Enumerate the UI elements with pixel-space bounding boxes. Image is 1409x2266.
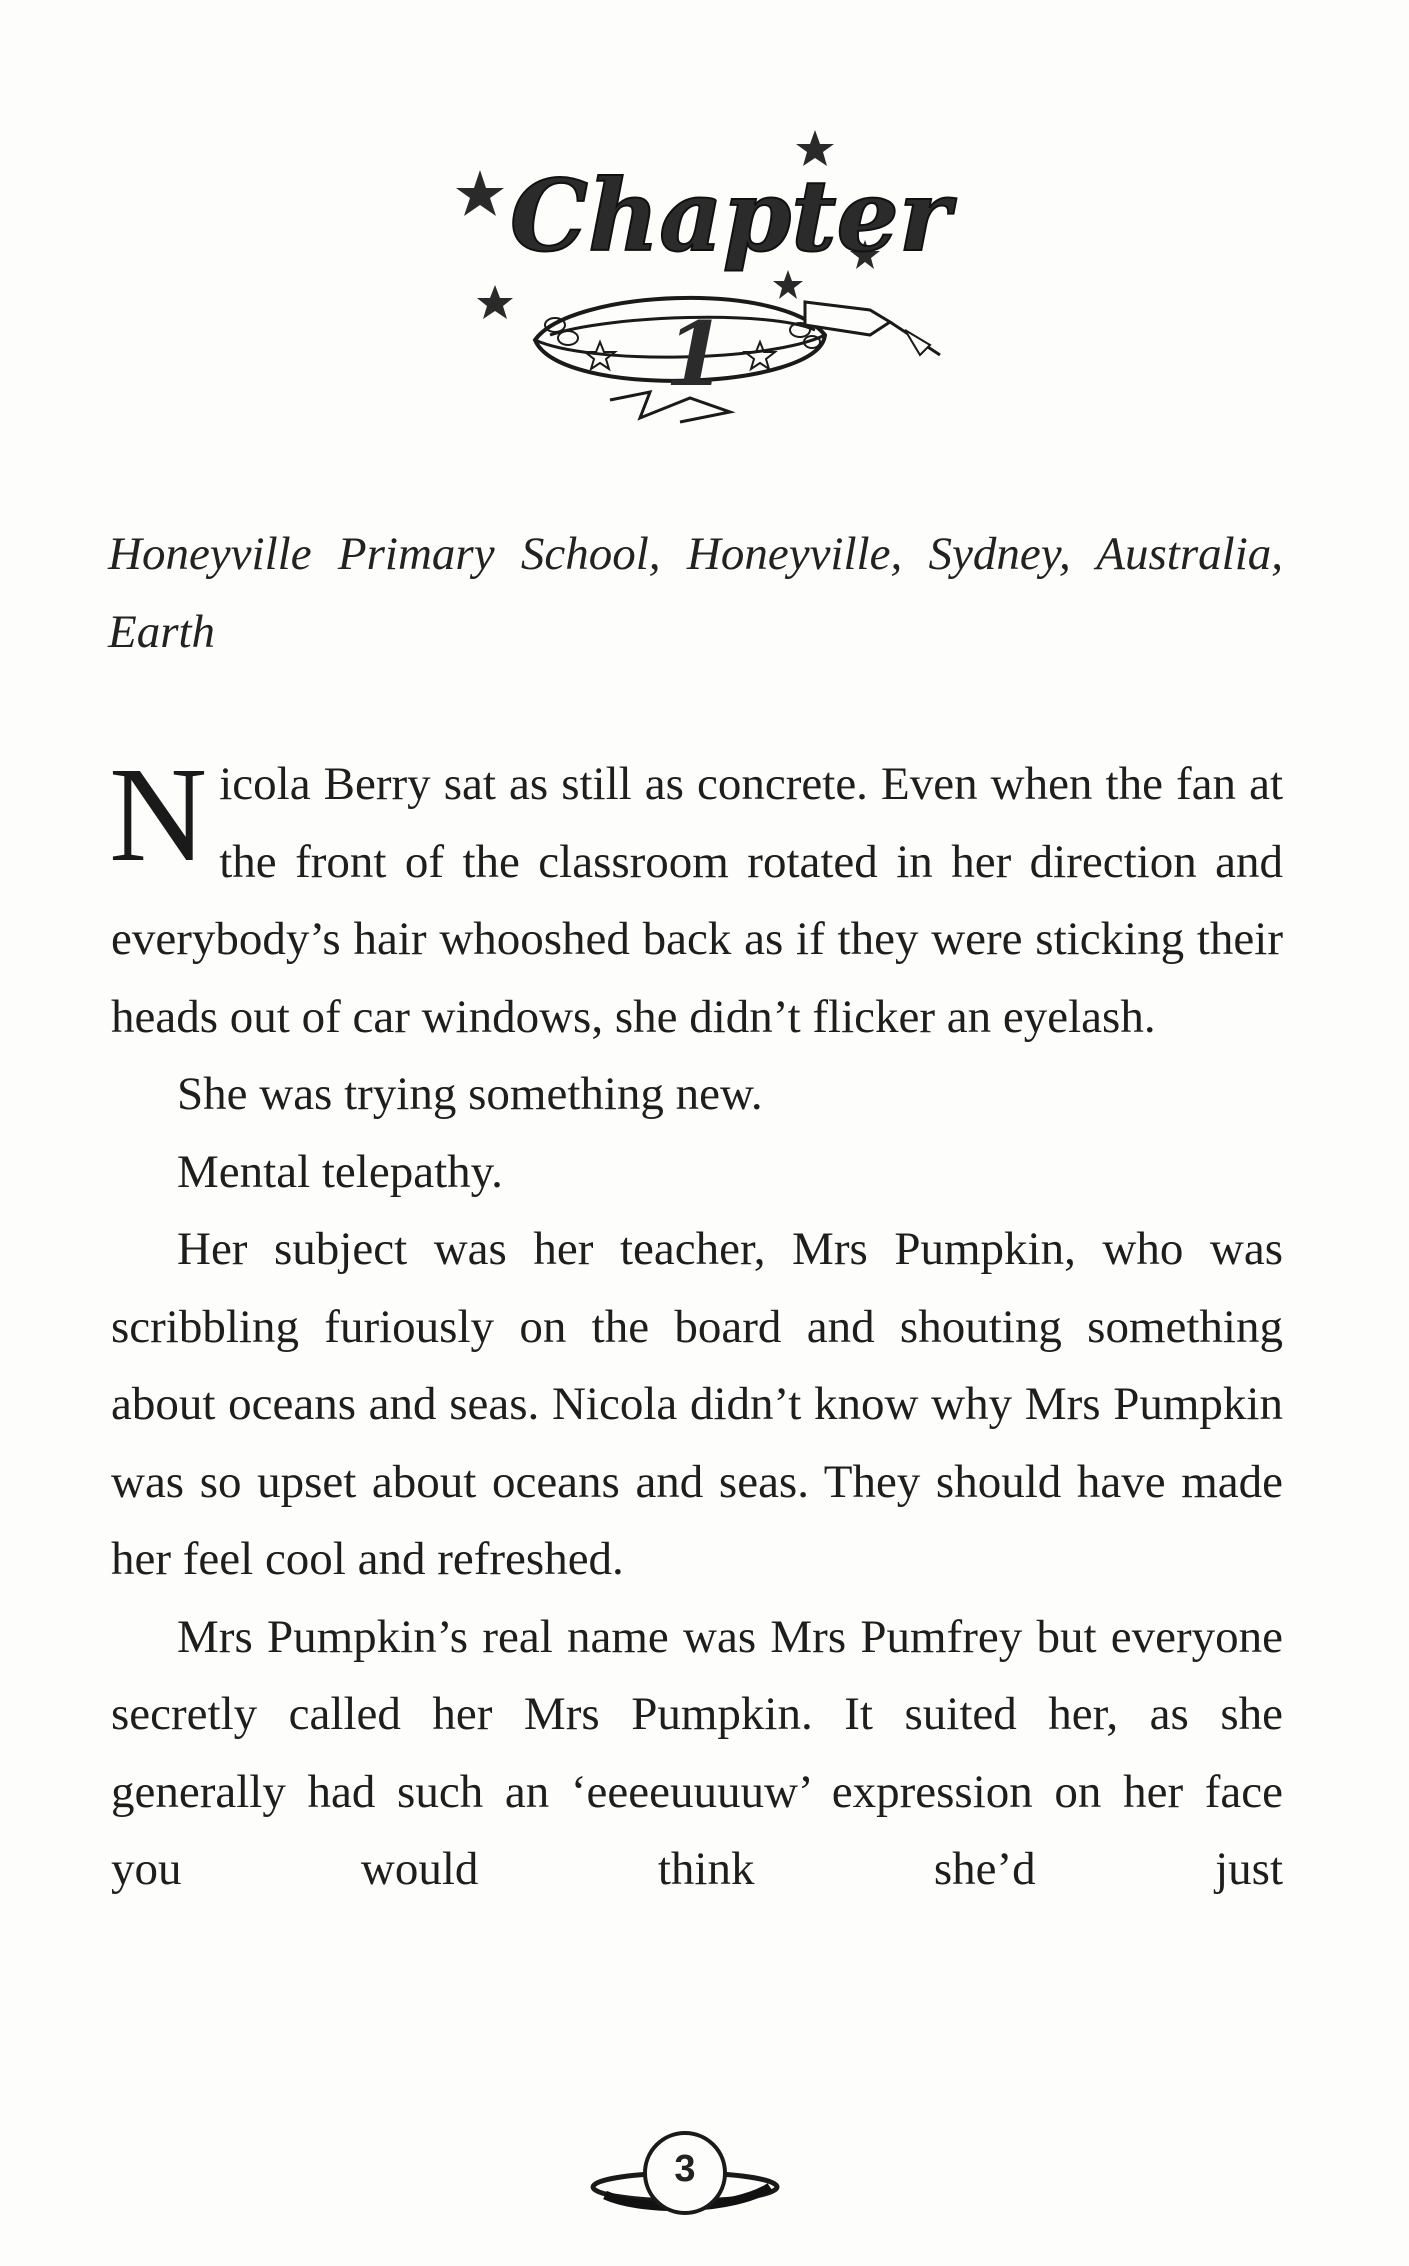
paragraph-2: She was trying something new.: [177, 1068, 763, 1120]
star-icon: [773, 270, 803, 299]
paragraph-5: Mrs Pumpkin’s real name was Mrs Pumfrey but everyone secretly called her Mrs Pumpkin. It suited her, as she generally had such an ‘eeeeuuuuw’ expression on her face you would think she’d just: [111, 1610, 1283, 1895]
chapter-number: 1: [665, 302, 727, 406]
setting-line: Honeyville Primary School, Honeyville, Sydney, Australia, Earth: [108, 528, 1283, 658]
star-icon: [477, 285, 513, 319]
paragraph-3: Mental telepathy.: [177, 1145, 503, 1198]
paragraph-4: Her subject was her teacher, Mrs Pumpkin, who was scribbling furiously on the board and shouting something about oceans and seas. Nicola didn’t know why Mrs Pumpkin was so upset about oceans and seas. They should have made her feel cool and refreshed.: [111, 1223, 1283, 1585]
chapter-ornament: [440, 130, 970, 450]
body-text: [109, 740, 1283, 1909]
drop-cap: N: [109, 740, 208, 890]
paragraph-text: icola Berry sat as still as concrete. Even when the fan at the front of the classroom rotated in her direction and everybody’s hair whooshed back as if they were sticking their heads out of car windows, she didn’t flicker an eyelash.: [111, 758, 1283, 1043]
paragraph-1: [109, 740, 1283, 1056]
star-icon: [456, 170, 504, 216]
page-number: 3: [674, 2147, 696, 2190]
chapter-heading: [440, 130, 970, 450]
page-number-badge: [585, 2125, 785, 2225]
rocket-icon: [805, 302, 940, 355]
chapter-word: Chapter: [510, 159, 951, 274]
